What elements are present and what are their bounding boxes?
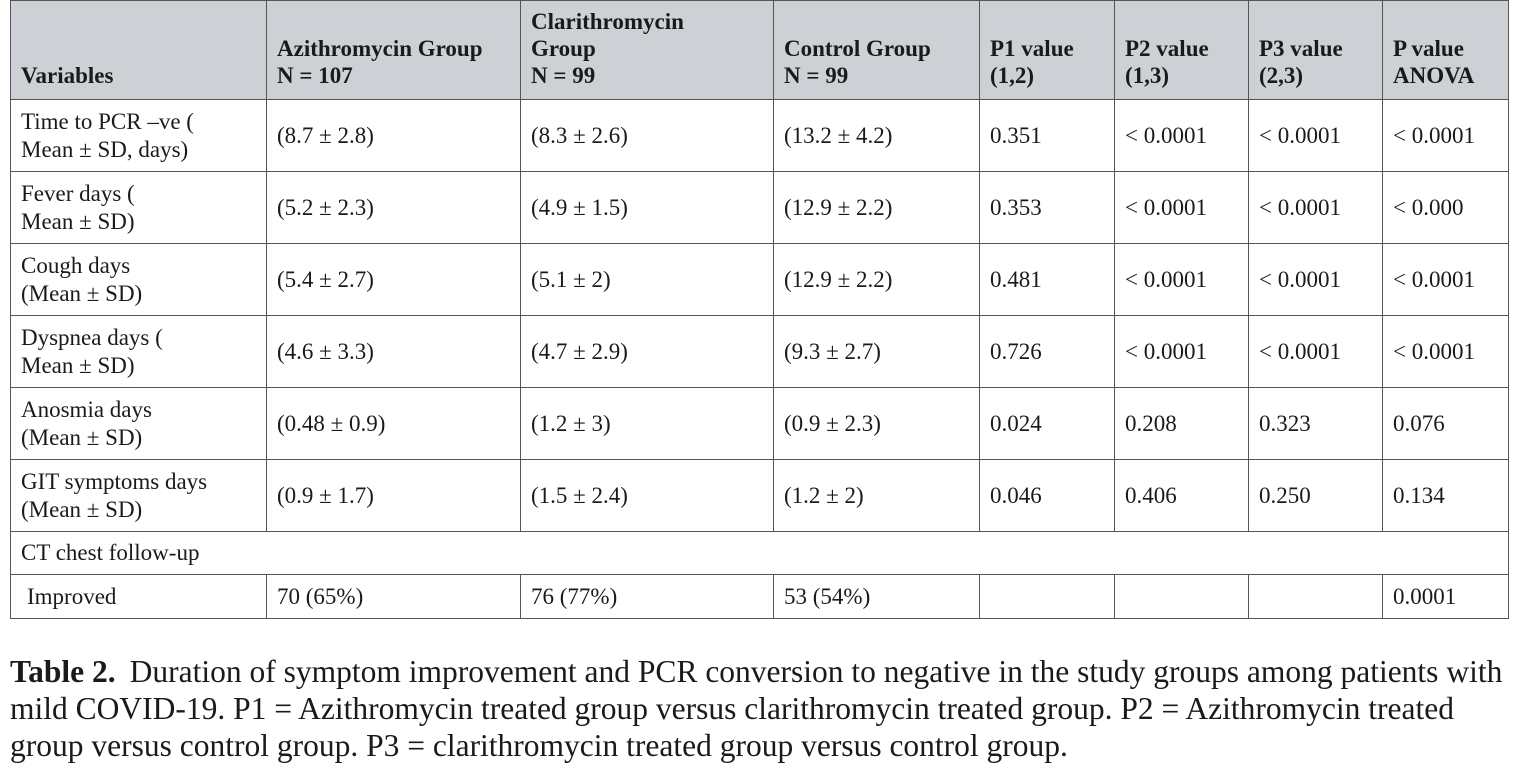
cell-p2: < 0.0001: [1115, 244, 1249, 316]
caption-text: Duration of symptom improvement and PCR conversion to negative in the study groups among patients with mild COVID-19. P1 = Azithromycin treated group versus clarithromycin treated group. P2 = Azithromycin treated group versus control group. P3 = clarithromycin treated group versus control group.: [10, 654, 1503, 763]
cell-p2: 0.208: [1115, 388, 1249, 460]
cell-p2: < 0.0001: [1115, 316, 1249, 388]
header-p1: P1 value (1,2): [980, 1, 1115, 100]
cell-control: (9.3 ± 2.7): [774, 316, 980, 388]
header-p3: P3 value (2,3): [1249, 1, 1383, 100]
header-control: Control Group N = 99: [774, 1, 980, 100]
cell-clarithro: (1.5 ± 2.4): [521, 460, 774, 532]
cell-azithro: (8.7 ± 2.8): [267, 100, 521, 172]
cell-azithro: (5.2 ± 2.3): [267, 172, 521, 244]
cell-anova: < 0.000: [1383, 172, 1509, 244]
cell-p1: 0.046: [980, 460, 1115, 532]
cell-control: (12.9 ± 2.2): [774, 172, 980, 244]
cell-p3: < 0.0001: [1249, 244, 1383, 316]
table-row: [11, 388, 1509, 460]
cell-p2: [1115, 575, 1249, 619]
cell-control: (1.2 ± 2): [774, 460, 980, 532]
cell-p3: [1249, 575, 1383, 619]
cell-p3: 0.323: [1249, 388, 1383, 460]
table-row-improved: [11, 575, 1509, 619]
header-p2: P2 value (1,3): [1115, 1, 1249, 100]
caption-label: Table 2.: [10, 654, 116, 689]
cell-clarithro: (5.1 ± 2): [521, 244, 774, 316]
cell-control: (12.9 ± 2.2): [774, 244, 980, 316]
cell-clarithro: (4.9 ± 1.5): [521, 172, 774, 244]
header-row: [11, 1, 1509, 100]
cell-variable: Dyspnea days ( Mean ± SD): [11, 316, 267, 388]
cell-anova: 0.076: [1383, 388, 1509, 460]
cell-p1: 0.726: [980, 316, 1115, 388]
table-caption: [10, 653, 1510, 764]
cell-p3: < 0.0001: [1249, 100, 1383, 172]
table-row: [11, 100, 1509, 172]
table-row: [11, 244, 1509, 316]
cell-variable: Anosmia days (Mean ± SD): [11, 388, 267, 460]
cell-clarithro: 76 (77%): [521, 575, 774, 619]
cell-azithro: 70 (65%): [267, 575, 521, 619]
cell-anova: < 0.0001: [1383, 100, 1509, 172]
cell-p3: 0.250: [1249, 460, 1383, 532]
section-row-ct-chest: [11, 532, 1509, 575]
cell-azithro: (0.9 ± 1.7): [267, 460, 521, 532]
cell-p3: < 0.0001: [1249, 316, 1383, 388]
cell-control: (13.2 ± 4.2): [774, 100, 980, 172]
cell-anova: < 0.0001: [1383, 244, 1509, 316]
cell-clarithro: (8.3 ± 2.6): [521, 100, 774, 172]
cell-control: (0.9 ± 2.3): [774, 388, 980, 460]
cell-p1: [980, 575, 1115, 619]
table-row: [11, 316, 1509, 388]
cell-anova: 0.134: [1383, 460, 1509, 532]
cell-p2: 0.406: [1115, 460, 1249, 532]
cell-p1: 0.351: [980, 100, 1115, 172]
cell-p2: < 0.0001: [1115, 100, 1249, 172]
cell-variable: Cough days (Mean ± SD): [11, 244, 267, 316]
table-row: [11, 460, 1509, 532]
header-variables: Variables: [11, 1, 267, 100]
cell-azithro: (4.6 ± 3.3): [267, 316, 521, 388]
cell-anova: < 0.0001: [1383, 316, 1509, 388]
header-anova: P value ANOVA: [1383, 1, 1509, 100]
cell-variable: Fever days ( Mean ± SD): [11, 172, 267, 244]
cell-p1: 0.481: [980, 244, 1115, 316]
header-azithromycin: Azithromycin Group N = 107: [267, 1, 521, 100]
table-row: [11, 172, 1509, 244]
cell-p1: 0.024: [980, 388, 1115, 460]
cell-variable: GIT symptoms days (Mean ± SD): [11, 460, 267, 532]
cell-p1: 0.353: [980, 172, 1115, 244]
cell-clarithro: (1.2 ± 3): [521, 388, 774, 460]
cell-control: 53 (54%): [774, 575, 980, 619]
results-table: [10, 0, 1509, 619]
header-clarithromycin: Clarithromycin Group N = 99: [521, 1, 774, 100]
cell-clarithro: (4.7 ± 2.9): [521, 316, 774, 388]
cell-p2: < 0.0001: [1115, 172, 1249, 244]
cell-p3: < 0.0001: [1249, 172, 1383, 244]
cell-anova: 0.0001: [1383, 575, 1509, 619]
cell-azithro: (0.48 ± 0.9): [267, 388, 521, 460]
cell-variable: Time to PCR –ve ( Mean ± SD, days): [11, 100, 267, 172]
section-label: CT chest follow-up: [11, 532, 1509, 575]
cell-azithro: (5.4 ± 2.7): [267, 244, 521, 316]
cell-variable: Improved: [11, 575, 267, 619]
